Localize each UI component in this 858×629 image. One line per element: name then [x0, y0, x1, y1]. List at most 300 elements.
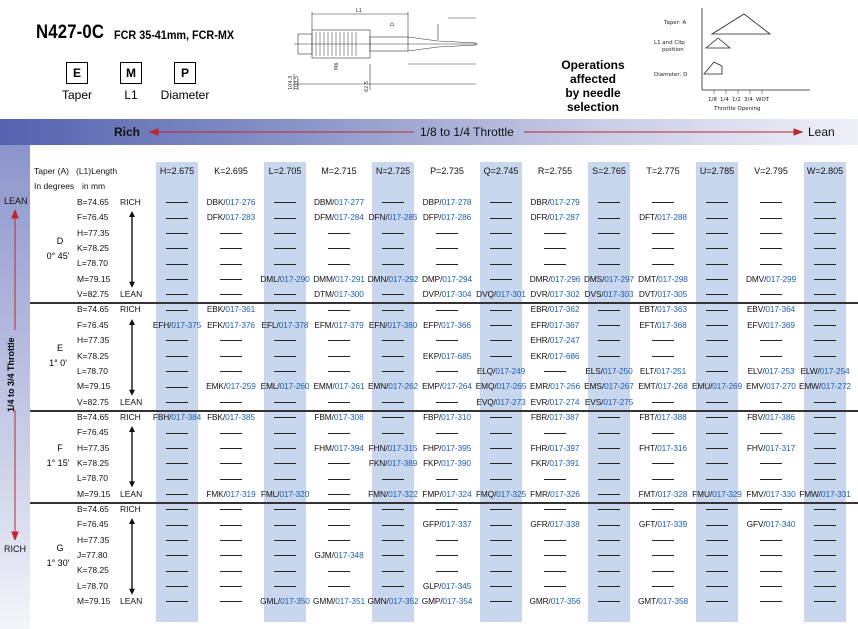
mini-label-l1-a: L1 and Clip [654, 40, 685, 46]
needle-cell [150, 519, 204, 529]
needle-cell [204, 366, 258, 376]
part-number: 017-362 [549, 304, 580, 315]
needle-cell[interactable] [366, 489, 420, 499]
needle-cell[interactable] [474, 489, 528, 499]
needle-cell [528, 550, 582, 560]
needle-cell[interactable] [582, 289, 636, 299]
needle-cell[interactable] [528, 289, 582, 299]
needle-cell [150, 397, 204, 407]
empty-dash [382, 248, 404, 249]
needle-cell[interactable] [636, 519, 690, 529]
needle-code: GFT/ [638, 519, 658, 530]
part-number: 017-363 [657, 304, 687, 315]
needle-cell [744, 473, 798, 483]
needle-cell[interactable] [312, 596, 366, 606]
empty-dash [382, 509, 404, 510]
needle-code: FMT/ [638, 488, 658, 499]
table-row [30, 488, 858, 503]
needle-code: FBR/ [530, 411, 550, 422]
empty-dash [544, 479, 566, 480]
needle-cell [258, 197, 312, 207]
empty-dash [274, 417, 296, 418]
needle-cell [744, 581, 798, 591]
needle-cell[interactable] [204, 489, 258, 499]
needle-cell [312, 397, 366, 407]
needle-cell [420, 243, 474, 253]
needle-cell[interactable] [258, 596, 312, 606]
part-number: 017-274 [549, 396, 580, 407]
needle-cell[interactable] [258, 381, 312, 391]
needle-cell [204, 351, 258, 361]
needle-cell [204, 458, 258, 468]
needle-cell[interactable] [312, 412, 366, 422]
needle-cell [204, 397, 258, 407]
needle-code: FMP/ [422, 488, 442, 499]
needle-cell [258, 473, 312, 483]
empty-dash [274, 463, 296, 464]
needle-cell[interactable] [204, 197, 258, 207]
needle-cell [798, 320, 852, 330]
length-label: B=74.65 [77, 504, 109, 514]
needle-cell[interactable] [636, 489, 690, 499]
needle-cell[interactable] [744, 412, 798, 422]
empty-dash [436, 509, 458, 510]
empty-dash [706, 233, 728, 234]
needle-cell[interactable] [258, 274, 312, 284]
empty-dash [598, 479, 620, 480]
empty-dash [166, 601, 188, 602]
needle-cell[interactable] [528, 335, 582, 345]
empty-dash [652, 433, 674, 434]
needle-cell[interactable] [312, 197, 366, 207]
needle-cell [366, 304, 420, 314]
length-label: J=77.80 [77, 550, 108, 561]
needle-cell [690, 550, 744, 560]
needle-cell [744, 335, 798, 345]
empty-dash [382, 525, 404, 526]
needle-cell [366, 427, 420, 437]
needle-cell [798, 443, 852, 453]
needle-code: EMM/ [313, 381, 335, 392]
needle-cell[interactable] [528, 320, 582, 330]
legend-box-taper: E [66, 62, 88, 84]
needle-cell[interactable] [636, 596, 690, 606]
needle-cell[interactable] [744, 519, 798, 529]
empty-dash [382, 571, 404, 572]
needle-cell [204, 443, 258, 453]
needle-cell[interactable] [636, 366, 690, 376]
needle-cell[interactable] [744, 381, 798, 391]
needle-cell[interactable] [420, 596, 474, 606]
needle-cell[interactable] [420, 519, 474, 529]
needle-code: EHR/ [530, 335, 550, 346]
empty-dash [220, 264, 242, 265]
needle-code: EFV/ [747, 319, 766, 330]
empty-dash [328, 310, 350, 311]
needle-cell[interactable] [420, 412, 474, 422]
length-label: K=78.25 [77, 350, 109, 361]
rich-lean-arrow [127, 518, 137, 595]
needle-cell [312, 351, 366, 361]
needle-cell[interactable] [582, 381, 636, 391]
length-label: F=76.45 [77, 319, 109, 330]
part-number: 017-348 [333, 550, 364, 561]
needle-cell[interactable] [150, 320, 204, 330]
empty-dash [760, 540, 782, 541]
part-number: 017-296 [550, 273, 581, 284]
needle-cell [258, 397, 312, 407]
part-number: 017-326 [550, 488, 580, 499]
needle-cell [258, 289, 312, 299]
part-number: 017-305 [657, 289, 688, 300]
empty-dash [166, 402, 188, 403]
needle-cell[interactable] [312, 212, 366, 222]
needle-cell [150, 258, 204, 268]
needle-cell[interactable] [258, 320, 312, 330]
empty-dash [490, 264, 512, 265]
needle-cell[interactable] [690, 489, 744, 499]
empty-dash [706, 371, 728, 372]
empty-dash [274, 555, 296, 556]
needle-cell[interactable] [636, 320, 690, 330]
needle-cell[interactable] [312, 550, 366, 560]
needle-cell[interactable] [366, 320, 420, 330]
table-row [30, 273, 858, 288]
needle-cell [636, 550, 690, 560]
empty-dash [328, 525, 350, 526]
needle-cell[interactable] [636, 443, 690, 453]
needle-cell[interactable] [420, 381, 474, 391]
needle-cell[interactable] [798, 381, 852, 391]
empty-dash [274, 294, 296, 295]
part-number: 017-340 [765, 519, 796, 530]
empty-dash [652, 340, 674, 341]
needle-cell[interactable] [312, 320, 366, 330]
needle-cell[interactable] [690, 381, 744, 391]
needle-cell[interactable] [582, 366, 636, 376]
part-number: 017-389 [387, 457, 418, 468]
needle-cell[interactable] [744, 443, 798, 453]
needle-cell [690, 473, 744, 483]
needle-cell [798, 243, 852, 253]
needle-cell [150, 228, 204, 238]
needle-cell[interactable] [636, 304, 690, 314]
needle-cell[interactable] [366, 458, 420, 468]
needle-cell [150, 458, 204, 468]
needle-cell[interactable] [528, 489, 582, 499]
needle-cell [798, 427, 852, 437]
needle-cell [258, 581, 312, 591]
needle-cell[interactable] [366, 381, 420, 391]
empty-dash [814, 433, 836, 434]
table-row [30, 211, 858, 226]
needle-cell[interactable] [366, 212, 420, 222]
needle-cell [798, 473, 852, 483]
empty-dash [706, 586, 728, 587]
part-number: 017-386 [765, 411, 795, 422]
needle-cell[interactable] [312, 443, 366, 453]
needle-cell [150, 443, 204, 453]
needle-cell [582, 550, 636, 560]
needle-cell [582, 304, 636, 314]
needle-cell [690, 320, 744, 330]
needle-cell[interactable] [150, 412, 204, 422]
part-number: 017-308 [333, 411, 364, 422]
length-label: H=77.35 [77, 534, 110, 545]
needle-code: EBK/ [206, 304, 226, 315]
needle-cell[interactable] [798, 366, 852, 376]
part-number: 017-385 [225, 411, 255, 422]
needle-code: FHP/ [422, 442, 442, 453]
needle-cell[interactable] [744, 366, 798, 376]
empty-dash [652, 509, 674, 510]
empty-dash [706, 463, 728, 464]
needle-code: FMQ/ [475, 488, 497, 499]
part-number: 017-310 [441, 411, 471, 422]
needle-cell[interactable] [474, 289, 528, 299]
needle-cell[interactable] [366, 274, 420, 284]
empty-dash [706, 571, 728, 572]
part-number: 017-388 [656, 411, 687, 422]
empty-dash [274, 310, 296, 311]
empty-dash [814, 509, 836, 510]
needle-cell[interactable] [528, 397, 582, 407]
empty-dash [598, 540, 620, 541]
empty-dash [436, 233, 458, 234]
needle-code: EFM/ [314, 319, 334, 330]
empty-dash [760, 248, 782, 249]
needle-cell[interactable] [528, 412, 582, 422]
operations-caption [538, 58, 648, 114]
needle-cell [798, 289, 852, 299]
needle-cell[interactable] [528, 519, 582, 529]
needle-cell[interactable] [312, 381, 366, 391]
needle-code: DMR/ [529, 273, 551, 284]
needle-cell[interactable] [420, 212, 474, 222]
needle-cell[interactable] [528, 596, 582, 606]
needle-cell[interactable] [636, 212, 690, 222]
needle-cell[interactable] [528, 304, 582, 314]
needle-cell [474, 320, 528, 330]
empty-dash [166, 525, 188, 526]
part-number: 017-272 [821, 381, 851, 392]
needle-cell [798, 535, 852, 545]
needle-cell [798, 397, 852, 407]
needle-cell[interactable] [474, 381, 528, 391]
empty-dash [274, 571, 296, 572]
needle-cell[interactable] [312, 289, 366, 299]
needle-cell [312, 458, 366, 468]
needle-cell [744, 197, 798, 207]
needle-cell[interactable] [528, 197, 582, 207]
part-number: 017-394 [334, 442, 364, 453]
banner-rich-label: Rich [114, 125, 141, 139]
empty-dash [814, 525, 836, 526]
column-header: Q=2.745 [483, 166, 519, 176]
mini-tick-4: 3/4 [744, 97, 753, 103]
empty-dash [382, 310, 404, 311]
empty-dash [166, 479, 188, 480]
needle-cell[interactable] [636, 381, 690, 391]
empty-dash [814, 463, 836, 464]
needle-cell[interactable] [204, 304, 258, 314]
needle-cell[interactable] [258, 489, 312, 499]
table-row [30, 564, 858, 579]
needle-cell [744, 565, 798, 575]
needle-cell [744, 351, 798, 361]
needle-code: DBK/ [206, 197, 226, 207]
needle-code: EKP/ [422, 350, 442, 361]
needle-cell[interactable] [420, 581, 474, 591]
needle-cell [204, 504, 258, 514]
empty-dash [220, 540, 242, 541]
needle-cell[interactable] [420, 351, 474, 361]
empty-dash [652, 463, 674, 464]
needle-cell [150, 289, 204, 299]
column-header: M=2.715 [321, 166, 357, 176]
needle-code: EML/ [260, 381, 280, 392]
needle-cell [690, 565, 744, 575]
needle-cell [204, 335, 258, 345]
table-row [30, 350, 858, 365]
needle-code: DBR/ [530, 197, 550, 207]
empty-dash [220, 479, 242, 480]
empty-dash [760, 340, 782, 341]
part-number: 017-337 [441, 519, 472, 530]
needle-cell[interactable] [312, 274, 366, 284]
empty-dash [652, 555, 674, 556]
needle-cell[interactable] [744, 274, 798, 284]
needle-cell[interactable] [420, 443, 474, 453]
needle-cell[interactable] [420, 289, 474, 299]
needle-cell[interactable] [204, 212, 258, 222]
needle-cell[interactable] [420, 489, 474, 499]
needle-cell [798, 335, 852, 345]
needle-code: DTM/ [314, 289, 335, 300]
part-number: 017-339 [657, 519, 688, 530]
empty-dash [490, 310, 512, 311]
needle-cell[interactable] [204, 320, 258, 330]
needle-cell[interactable] [474, 366, 528, 376]
needle-cell[interactable] [528, 212, 582, 222]
needle-cell[interactable] [528, 458, 582, 468]
needle-cell[interactable] [420, 458, 474, 468]
empty-dash [220, 402, 242, 403]
needle-cell [312, 427, 366, 437]
needle-cell[interactable] [744, 489, 798, 499]
empty-dash [760, 433, 782, 434]
empty-dash [490, 601, 512, 602]
needle-cell[interactable] [582, 274, 636, 284]
empty-dash [490, 356, 512, 357]
needle-cell[interactable] [528, 381, 582, 391]
needle-code: FBP/ [423, 411, 442, 422]
needle-cell[interactable] [366, 596, 420, 606]
length-label: H=77.35 [77, 335, 110, 346]
needle-cell [366, 228, 420, 238]
empty-dash [274, 540, 296, 541]
needle-cell [258, 427, 312, 437]
needle-code: ELS/ [585, 365, 603, 376]
empty-dash [814, 233, 836, 234]
empty-dash [814, 479, 836, 480]
needle-code: FBV/ [747, 411, 766, 422]
needle-cell [312, 535, 366, 545]
part-number: 017-685 [441, 350, 472, 361]
needle-code: FKP/ [423, 457, 442, 468]
needle-cell[interactable] [204, 412, 258, 422]
part-number: 017-249 [495, 365, 526, 376]
needle-cell [582, 565, 636, 575]
needle-cell[interactable] [420, 320, 474, 330]
needle-cell [744, 289, 798, 299]
needle-cell[interactable] [528, 351, 582, 361]
needle-cell [204, 596, 258, 606]
empty-dash [436, 264, 458, 265]
empty-dash [706, 601, 728, 602]
needle-cell[interactable] [420, 197, 474, 207]
empty-dash [166, 433, 188, 434]
needle-cell[interactable] [636, 412, 690, 422]
needle-cell [312, 335, 366, 345]
needle-cell [204, 274, 258, 284]
needle-cell[interactable] [582, 397, 636, 407]
part-number: 017-290 [279, 273, 310, 284]
needle-code: DMS/ [583, 273, 605, 284]
legend-label-diameter: Diameter [160, 88, 210, 102]
needle-code: FKN/ [368, 457, 388, 468]
needle-cell [150, 581, 204, 591]
needle-cell [582, 320, 636, 330]
empty-dash [706, 325, 728, 326]
needle-cell[interactable] [528, 274, 582, 284]
empty-dash [490, 325, 512, 326]
needle-cell[interactable] [636, 274, 690, 284]
needle-cell[interactable] [528, 443, 582, 453]
needle-cell[interactable] [204, 381, 258, 391]
needle-cell [690, 304, 744, 314]
part-number: 017-387 [549, 411, 580, 422]
needle-cell[interactable] [744, 304, 798, 314]
needle-cell [744, 258, 798, 268]
empty-dash [544, 264, 566, 265]
needle-code: DVR/ [530, 289, 550, 300]
table-row [30, 396, 858, 411]
needle-cell[interactable] [420, 274, 474, 284]
part-number: 017-391 [549, 457, 580, 468]
part-number: 017-262 [388, 381, 419, 392]
empty-dash [436, 540, 458, 541]
needle-cell[interactable] [744, 320, 798, 330]
needle-cell [582, 596, 636, 606]
needle-cell [474, 197, 528, 207]
needle-cell [258, 565, 312, 575]
needle-cell[interactable] [798, 489, 852, 499]
empty-dash [814, 417, 836, 418]
needle-cell [150, 596, 204, 606]
needle-cell [582, 258, 636, 268]
part-number: 017-294 [442, 273, 473, 284]
needle-cell[interactable] [636, 289, 690, 299]
needle-cell[interactable] [474, 397, 528, 407]
empty-dash [382, 479, 404, 480]
needle-cell [204, 473, 258, 483]
length-label: M=79.15 [77, 596, 111, 607]
table-row [30, 472, 858, 487]
empty-dash [706, 279, 728, 280]
needle-cell[interactable] [366, 443, 420, 453]
needle-cell [798, 258, 852, 268]
